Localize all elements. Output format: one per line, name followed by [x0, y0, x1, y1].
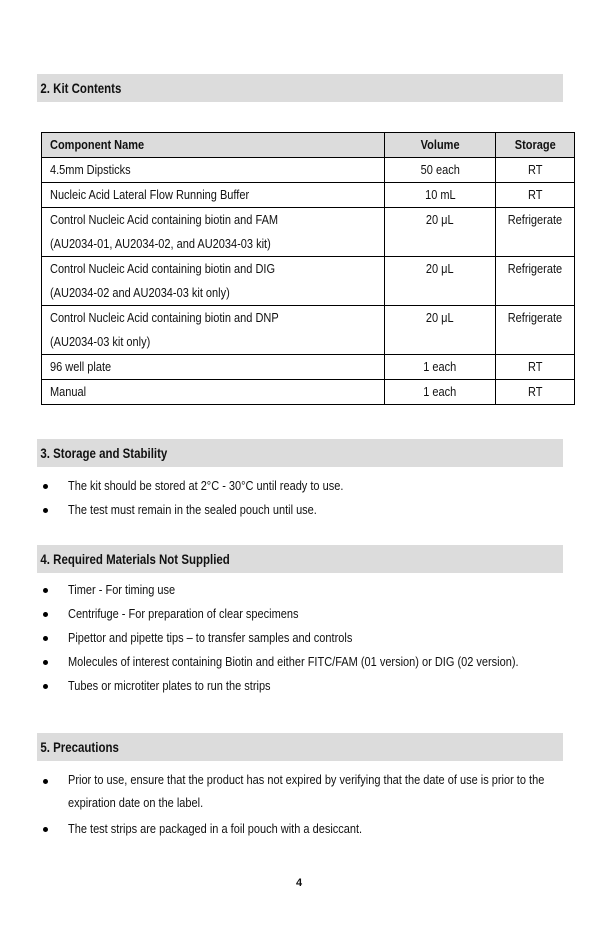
storage: RT [496, 380, 575, 405]
bullet-icon [43, 636, 48, 641]
list-item: Tubes or microtiter plates to run the strips [40, 674, 560, 698]
table-row [42, 257, 575, 306]
storage: RT [496, 183, 575, 208]
list-item: The test strips are packaged in a foil pouch with a desiccant. [40, 817, 560, 841]
list-item: Centrifuge - For preparation of clear specimens [40, 602, 560, 626]
section-title: 5. Precautions [40, 739, 119, 755]
volume: 20 μL [385, 257, 496, 306]
volume: 20 μL [385, 306, 496, 355]
component-name: 96 well plate [42, 355, 385, 380]
bullet-icon [43, 612, 48, 617]
component-name: Control Nucleic Acid containing biotin and DIG (AU2034-02 and AU2034-03 kit only) [42, 257, 385, 306]
header-component-name: Component Name [42, 133, 385, 158]
precautions-list [40, 769, 560, 841]
component-name: Control Nucleic Acid containing biotin and DNP (AU2034-03 kit only) [42, 306, 385, 355]
kit-contents-table [41, 132, 575, 405]
list-item: The kit should be stored at 2°C - 30°C until ready to use. [40, 474, 560, 498]
section-header-storage-stability [37, 439, 563, 467]
volume: 10 mL [385, 183, 496, 208]
component-name: Nucleic Acid Lateral Flow Running Buffer [42, 183, 385, 208]
list-item: Prior to use, ensure that the product has not expired by verifying that the date of use is prior to the expiration date on the label. [40, 769, 560, 815]
section-header-precautions [37, 733, 563, 761]
section-header-required-materials [37, 545, 563, 573]
section-header-kit-contents [37, 74, 563, 102]
component-name: 4.5mm Dipsticks [42, 158, 385, 183]
table-row [42, 183, 575, 208]
storage: Refrigerate [496, 257, 575, 306]
volume: 20 μL [385, 208, 496, 257]
storage-list [40, 474, 560, 522]
volume: 1 each [385, 380, 496, 405]
table-row [42, 208, 575, 257]
storage: RT [496, 355, 575, 380]
header-volume: Volume [385, 133, 496, 158]
bullet-icon [43, 484, 48, 489]
storage: RT [496, 158, 575, 183]
storage: Refrigerate [496, 208, 575, 257]
list-item: Pipettor and pipette tips – to transfer samples and controls [40, 626, 560, 650]
section-title: 2. Kit Contents [40, 80, 122, 96]
bullet-icon [43, 508, 48, 513]
bullet-icon [43, 660, 48, 665]
bullet-icon [43, 588, 48, 593]
bullet-icon [43, 684, 48, 689]
table-row [42, 158, 575, 183]
list-item: Molecules of interest containing Biotin and either FITC/FAM (01 version) or DIG (02 version). [40, 650, 560, 674]
section-title: 3. Storage and Stability [40, 445, 168, 461]
list-item: Timer - For timing use [40, 578, 560, 602]
table-row [42, 380, 575, 405]
bullet-icon [43, 779, 48, 784]
component-name: Control Nucleic Acid containing biotin and FAM (AU2034-01, AU2034-02, and AU2034-03 kit) [42, 208, 385, 257]
storage: Refrigerate [496, 306, 575, 355]
list-item: The test must remain in the sealed pouch until use. [40, 498, 560, 522]
table-header-row [42, 133, 575, 158]
table-row [42, 355, 575, 380]
header-storage: Storage [496, 133, 575, 158]
component-name: Manual [42, 380, 385, 405]
section-title: 4. Required Materials Not Supplied [40, 551, 230, 567]
volume: 50 each [385, 158, 496, 183]
page-number: 4 [295, 877, 303, 889]
table-row [42, 306, 575, 355]
materials-list [40, 578, 560, 698]
bullet-icon [43, 827, 48, 832]
volume: 1 each [385, 355, 496, 380]
